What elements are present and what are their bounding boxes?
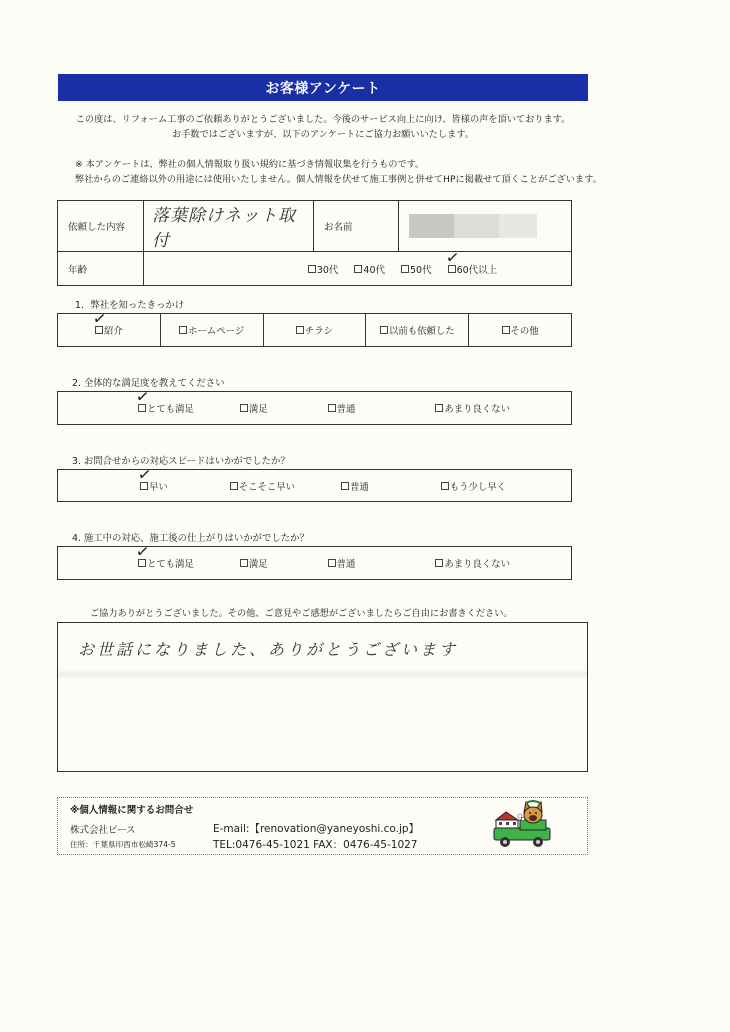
contact-footer (57, 797, 588, 855)
intro-line-2: お手数ではございますが、以下のアンケートにご協力お願いいたします。 (172, 129, 474, 140)
checkbox-icon (502, 326, 510, 334)
q3-option-fairly-fast[interactable]: そこそこ早い (230, 479, 295, 493)
survey-title: お客様アンケート (58, 74, 588, 101)
checkbox-icon (435, 404, 443, 412)
checkbox-icon (441, 482, 449, 490)
checkbox-icon (240, 559, 248, 567)
age-label: 年齢 (58, 252, 144, 286)
notice-line-1: ※ 本アンケートは、弊社の個人情報取り扱い規約に基づき情報収集を行うものです。 (75, 159, 425, 170)
dog-in-truck-mascot-icon (490, 800, 558, 852)
company-name: 株式会社ピース (70, 825, 136, 836)
question-1-label: 1．弊社を知ったきっかけ (75, 300, 185, 311)
checkbox-icon (230, 482, 238, 490)
question-4-label: 4. 施工中の対応、施工後の仕上がりはいかがでしたか？ (72, 533, 309, 544)
customer-info-table (57, 200, 572, 286)
checkbox-icon (354, 265, 362, 273)
q1-option-repeat[interactable]: 以前も依頼した (365, 314, 468, 346)
checkbox-icon (179, 326, 187, 334)
checkmark-icon: ✓ (134, 386, 151, 407)
checkbox-icon (328, 559, 336, 567)
q3-option-fast[interactable]: ✓ 早い (136, 463, 168, 493)
redacted-name (409, 214, 537, 238)
q4-option-not-good[interactable]: あまり良くない (435, 556, 510, 570)
q2-option-average[interactable]: 普通 (328, 401, 356, 415)
checkmark-icon: ✓ (91, 308, 108, 329)
company-address: 住所：千葉県印西市松崎374-5 (70, 840, 176, 849)
q1-option-other[interactable]: その他 (468, 314, 571, 346)
checkbox-icon (328, 404, 336, 412)
request-label: 依頼した内容 (58, 201, 144, 252)
q1-option-referral[interactable]: ✓ 紹介 (91, 308, 123, 337)
q3-option-average[interactable]: 普通 (341, 479, 369, 493)
checkbox-icon (401, 265, 409, 273)
age-option-30s[interactable]: 30代 (308, 262, 339, 276)
question-2-options (57, 386, 572, 425)
checkbox-icon (296, 326, 304, 334)
paper-crease (58, 669, 587, 679)
request-value: 落葉除けネット取付 (152, 206, 296, 251)
age-options (144, 246, 572, 286)
checkmark-icon: ✓ (136, 463, 153, 485)
question-1-options (57, 308, 572, 347)
q4-option-very-satisfied[interactable]: ✓ とても満足 (134, 541, 194, 570)
age-option-40s[interactable]: 40代 (354, 262, 385, 276)
age-option-60s-plus[interactable]: ✓ 60代以上 (444, 246, 498, 276)
name-field[interactable] (399, 201, 572, 252)
q2-option-very-satisfied[interactable]: ✓ とても満足 (134, 386, 194, 415)
question-4-options (57, 541, 572, 580)
q4-option-average[interactable]: 普通 (328, 556, 356, 570)
q4-option-satisfied[interactable]: 満足 (240, 556, 268, 570)
footer-title: ※個人情報に関するお問合せ (70, 805, 194, 816)
checkbox-icon (308, 265, 316, 273)
comment-textarea[interactable] (57, 622, 588, 772)
checkbox-icon (240, 404, 248, 412)
intro-text (58, 112, 588, 142)
intro-line-1: この度は、リフォーム工事のご依頼ありがとうございました。今後のサービス向上に向け、皆様の声を頂いております。 (75, 114, 571, 125)
question-2-label: 2. 全体的な満足度を教えてください (72, 378, 225, 389)
checkmark-icon: ✓ (444, 246, 461, 268)
contact-email: E-mail:【renovation@yaneyoshi.co.jp】 (213, 823, 420, 835)
notice-line-2: 弊社からのご連絡以外の用途には使用いたしません。個人情報を伏せて施工事例と併せてHPに掲載せて頂くことがございます。 (75, 174, 602, 185)
q3-option-faster-please[interactable]: もう少し早く (441, 479, 506, 493)
privacy-notice (75, 157, 635, 187)
request-field[interactable] (144, 201, 314, 252)
checkbox-icon (341, 482, 349, 490)
q2-option-satisfied[interactable]: 満足 (240, 401, 268, 415)
q1-option-homepage[interactable]: ホームページ (160, 314, 263, 346)
checkbox-icon (380, 326, 388, 334)
q2-option-not-good[interactable]: あまり良くない (435, 401, 510, 415)
contact-tel-fax: TEL:0476-45-1021 FAX：0476-45-1027 (213, 839, 418, 851)
question-3-label: 3. お問合せからの対応スピードはいかがでしたか？ (72, 456, 290, 467)
comment-label: ご協力ありがとうございました。その他、ご意見やご感想がございましたらご自由にお書きください。 (90, 608, 513, 619)
q1-option-flyer[interactable]: チラシ (263, 314, 366, 346)
age-option-50s[interactable]: 50代 (401, 262, 432, 276)
comment-value: お世話になりました、ありがとうございます (78, 640, 459, 659)
name-label: お名前 (314, 201, 399, 252)
checkbox-icon (435, 559, 443, 567)
question-3-options (57, 463, 572, 502)
checkmark-icon: ✓ (134, 541, 151, 562)
